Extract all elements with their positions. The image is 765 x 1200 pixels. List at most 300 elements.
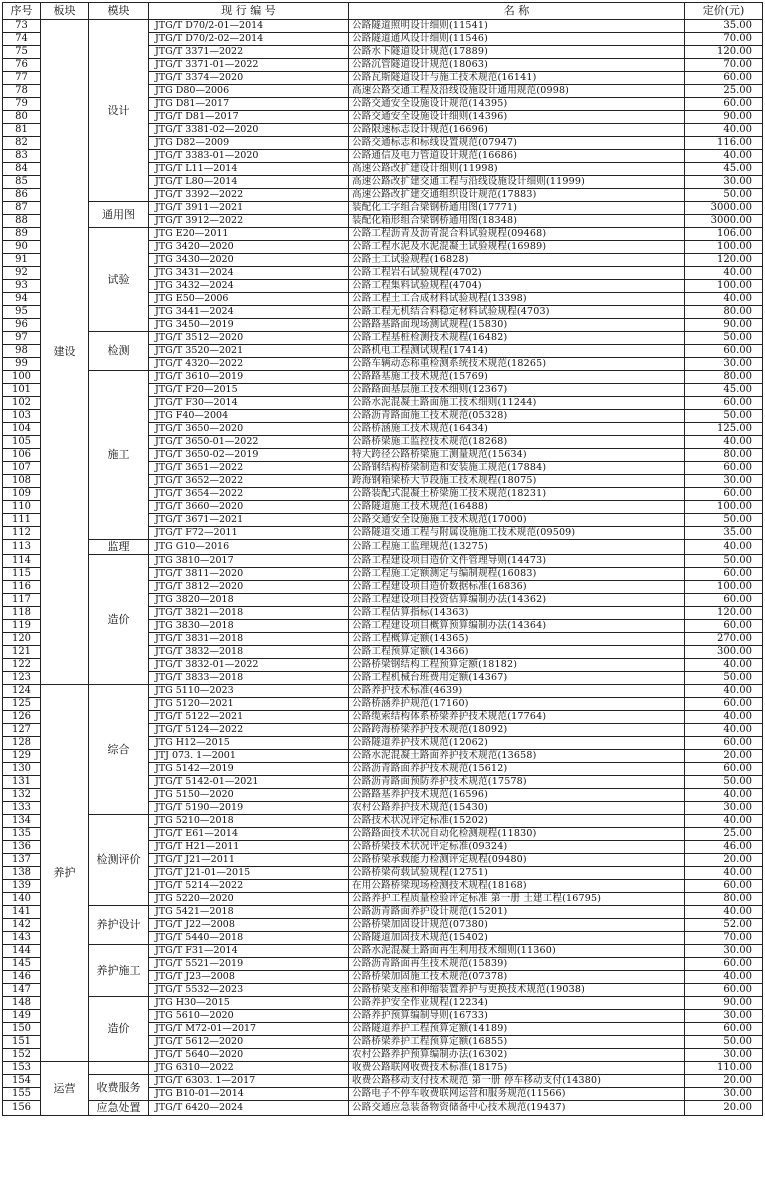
module-label: 试验 xyxy=(89,228,149,332)
standard-name: 公路工程岩石试验规程(4702) xyxy=(349,267,685,280)
standard-price: 60.00 xyxy=(685,958,763,971)
standard-name: 公路桥梁加固施工技术规范(07378) xyxy=(349,971,685,984)
standard-code: JTG/T J21—2011 xyxy=(149,854,349,867)
row-index: 107 xyxy=(3,462,41,475)
standard-code: JTG 5210—2018 xyxy=(149,815,349,828)
standard-name: 公路钢结构桥梁制造和安装施工规范(17884) xyxy=(349,462,685,475)
row-index: 76 xyxy=(3,59,41,72)
standard-code: JTG/T 3833—2018 xyxy=(149,672,349,685)
standard-code: JTG 3430—2020 xyxy=(149,254,349,267)
standard-name: 公路工程施工定额测定与编制规程(16083) xyxy=(349,568,685,581)
row-index: 137 xyxy=(3,854,41,867)
standard-code: JTG/T 3371-01—2022 xyxy=(149,59,349,72)
row-index: 108 xyxy=(3,475,41,488)
module-label: 检测评价 xyxy=(89,815,149,906)
standard-name: 公路工程建设项目概算预算编制办法(14364) xyxy=(349,620,685,633)
standard-code: JTG/T D70/2-01—2014 xyxy=(149,20,349,33)
standard-price: 120.00 xyxy=(685,607,763,620)
standard-code: JTG 5220—2020 xyxy=(149,893,349,906)
standard-code: JTG 5150—2020 xyxy=(149,789,349,802)
standard-code: JTG/T 5440—2018 xyxy=(149,932,349,945)
row-index: 102 xyxy=(3,397,41,410)
standard-name: 装配化箱形组合梁钢桥通用图(18348) xyxy=(349,215,685,228)
standard-name: 公路工程建设项目造价数据标准(16836) xyxy=(349,581,685,594)
row-index: 143 xyxy=(3,932,41,945)
row-index: 156 xyxy=(3,1101,41,1116)
standard-price: 50.00 xyxy=(685,514,763,527)
standard-name: 公路技术状况评定标准(15202) xyxy=(349,815,685,828)
standard-price: 125.00 xyxy=(685,423,763,436)
standard-code: JTG 3420—2020 xyxy=(149,241,349,254)
standard-name: 特大跨径公路桥梁施工测量规范(15634) xyxy=(349,449,685,462)
row-index: 138 xyxy=(3,867,41,880)
standard-name: 公路桥涵施工技术规范(16434) xyxy=(349,423,685,436)
standard-price: 50.00 xyxy=(685,672,763,685)
standard-name: 公路工程预算定额(14366) xyxy=(349,646,685,659)
standard-code: JTG/T 3911—2021 xyxy=(149,202,349,215)
row-index: 105 xyxy=(3,436,41,449)
standard-price: 60.00 xyxy=(685,568,763,581)
table-row xyxy=(3,540,763,555)
standard-price: 50.00 xyxy=(685,555,763,568)
standard-code: JTG/T J21-01—2015 xyxy=(149,867,349,880)
table-row xyxy=(3,1062,763,1075)
standard-name: 公路工程建设项目投资估算编制办法(14362) xyxy=(349,594,685,607)
standard-price: 40.00 xyxy=(685,124,763,137)
module-label: 造价 xyxy=(89,555,149,685)
standard-name: 公路工程沥青及沥青混合料试验规程(09468) xyxy=(349,228,685,241)
row-index: 81 xyxy=(3,124,41,137)
standard-name: 公路装配式混凝土桥梁施工技术规范(18231) xyxy=(349,488,685,501)
standard-price: 30.00 xyxy=(685,1010,763,1023)
standard-name: 公路路基施工技术规范(15769) xyxy=(349,371,685,384)
row-index: 131 xyxy=(3,776,41,789)
standard-code: JTG/T F30—2014 xyxy=(149,397,349,410)
standard-price: 90.00 xyxy=(685,319,763,332)
row-index: 139 xyxy=(3,880,41,893)
standard-code: JTG/T D81—2017 xyxy=(149,111,349,124)
row-index: 116 xyxy=(3,581,41,594)
row-index: 74 xyxy=(3,33,41,46)
standard-code: JTG 3820—2018 xyxy=(149,594,349,607)
standard-code: JTG/T 3654—2022 xyxy=(149,488,349,501)
standard-price: 40.00 xyxy=(685,906,763,919)
standard-price: 40.00 xyxy=(685,724,763,737)
standard-price: 30.00 xyxy=(685,1088,763,1101)
standard-name: 公路缆索结构体系桥梁养护技术规范(17764) xyxy=(349,711,685,724)
standard-code: JTG/T F31—2014 xyxy=(149,945,349,958)
row-index: 73 xyxy=(3,20,41,33)
standard-price: 3000.00 xyxy=(685,215,763,228)
standard-name: 公路工程施工监理规范(13275) xyxy=(349,540,685,555)
standard-price: 40.00 xyxy=(685,711,763,724)
standard-price: 30.00 xyxy=(685,358,763,371)
standard-price: 50.00 xyxy=(685,189,763,202)
standard-price: 70.00 xyxy=(685,59,763,72)
standard-price: 90.00 xyxy=(685,111,763,124)
standard-name: 公路交通标志和标线设置规范(07947) xyxy=(349,137,685,150)
row-index: 145 xyxy=(3,958,41,971)
row-index: 97 xyxy=(3,332,41,345)
row-index: 101 xyxy=(3,384,41,397)
standard-code: JTG 5421—2018 xyxy=(149,906,349,919)
standard-name: 公路沥青路面再生技术规范(15839) xyxy=(349,958,685,971)
standard-name: 公路隧道养护技术规范(12062) xyxy=(349,737,685,750)
standard-price: 70.00 xyxy=(685,33,763,46)
row-index: 127 xyxy=(3,724,41,737)
standard-name: 公路通信及电力管道设计规范(16686) xyxy=(349,150,685,163)
standard-name: 公路桥梁承载能力检测评定规程(09480) xyxy=(349,854,685,867)
standard-price: 30.00 xyxy=(685,802,763,815)
row-index: 146 xyxy=(3,971,41,984)
standard-name: 公路桥梁钢结构工程预算定额(18182) xyxy=(349,659,685,672)
row-index: 153 xyxy=(3,1062,41,1075)
row-index: 110 xyxy=(3,501,41,514)
standard-name: 高速公路交通工程及沿线设施设计通用规范(0998) xyxy=(349,85,685,98)
standard-code: JTG/T 3832—2018 xyxy=(149,646,349,659)
standard-code: JTG H12—2015 xyxy=(149,737,349,750)
header-index: 序号 xyxy=(3,3,41,20)
standard-code: JTG 3830—2018 xyxy=(149,620,349,633)
row-index: 85 xyxy=(3,176,41,189)
standard-price: 25.00 xyxy=(685,85,763,98)
standard-code: JTG 3431—2024 xyxy=(149,267,349,280)
standard-code: JTG/T 3383-01—2020 xyxy=(149,150,349,163)
standard-code: JTG/T F20—2015 xyxy=(149,384,349,397)
standard-price: 60.00 xyxy=(685,620,763,633)
standard-price: 40.00 xyxy=(685,971,763,984)
row-index: 98 xyxy=(3,345,41,358)
standard-name: 公路交通应急装备物资储备中心技术规范(19437) xyxy=(349,1101,685,1116)
row-index: 88 xyxy=(3,215,41,228)
standard-name: 公路桥梁荷载试验规程(12751) xyxy=(349,867,685,880)
standard-name: 高速公路改扩建设计细则(11998) xyxy=(349,163,685,176)
standard-name: 公路工程建设项目造价文件管理导则(14473) xyxy=(349,555,685,568)
standard-price: 116.00 xyxy=(685,137,763,150)
standard-code: JTG/T E61—2014 xyxy=(149,828,349,841)
module-label: 施工 xyxy=(89,371,149,540)
standard-price: 20.00 xyxy=(685,854,763,867)
section-label: 建设 xyxy=(41,20,89,685)
standard-code: JTG/T 3671—2021 xyxy=(149,514,349,527)
standard-price: 60.00 xyxy=(685,594,763,607)
table-row xyxy=(3,945,763,958)
standard-name: 公路隧道照明设计细则(11541) xyxy=(349,20,685,33)
standard-code: JTG B10-01—2014 xyxy=(149,1088,349,1101)
standard-code: JTG 5110—2023 xyxy=(149,685,349,698)
standard-name: 公路路面基层施工技术细则(12367) xyxy=(349,384,685,397)
header-price: 定价(元) xyxy=(685,3,763,20)
standard-code: JTG/T 3831—2018 xyxy=(149,633,349,646)
row-index: 120 xyxy=(3,633,41,646)
standard-price: 60.00 xyxy=(685,462,763,475)
table-header-row xyxy=(3,3,763,20)
standard-price: 50.00 xyxy=(685,410,763,423)
row-index: 95 xyxy=(3,306,41,319)
standard-price: 60.00 xyxy=(685,345,763,358)
standard-code: JTG/T 3374—2020 xyxy=(149,72,349,85)
standard-price: 20.00 xyxy=(685,1075,763,1088)
module-label: 综合 xyxy=(89,685,149,815)
standard-price: 50.00 xyxy=(685,332,763,345)
standard-price: 60.00 xyxy=(685,397,763,410)
standard-price: 30.00 xyxy=(685,1049,763,1062)
standard-price: 300.00 xyxy=(685,646,763,659)
row-index: 112 xyxy=(3,527,41,540)
standards-price-table xyxy=(2,2,763,1116)
row-index: 84 xyxy=(3,163,41,176)
standard-code: JTG/T 5521—2019 xyxy=(149,958,349,971)
standard-name: 公路沥青路面预防养护技术规范(17578) xyxy=(349,776,685,789)
row-index: 136 xyxy=(3,841,41,854)
standard-name: 跨海钢箱梁桥大节段施工技术规程(18075) xyxy=(349,475,685,488)
standard-code: JTG/T J22—2008 xyxy=(149,919,349,932)
row-index: 129 xyxy=(3,750,41,763)
row-index: 106 xyxy=(3,449,41,462)
standard-price: 20.00 xyxy=(685,750,763,763)
standard-price: 80.00 xyxy=(685,893,763,906)
standard-price: 70.00 xyxy=(685,932,763,945)
standard-code: JTG/T 3371—2022 xyxy=(149,46,349,59)
standard-name: 公路路基路面现场测试规程(15830) xyxy=(349,319,685,332)
standard-name: 公路养护安全作业规程(12234) xyxy=(349,997,685,1010)
standard-code: JTG/T M72-01—2017 xyxy=(149,1023,349,1036)
standard-price: 45.00 xyxy=(685,384,763,397)
standard-name: 装配化工字组合梁钢桥通用图(17771) xyxy=(349,202,685,215)
header-code: 现 行 编 号 xyxy=(149,3,349,20)
row-index: 154 xyxy=(3,1075,41,1088)
standard-code: JTG/T 3650-02—2019 xyxy=(149,449,349,462)
standard-price: 90.00 xyxy=(685,997,763,1010)
standard-price: 45.00 xyxy=(685,163,763,176)
row-index: 147 xyxy=(3,984,41,997)
table-body xyxy=(3,20,763,1116)
standard-price: 52.00 xyxy=(685,919,763,932)
standard-name: 公路水泥混凝土路面养护技术规范(13658) xyxy=(349,750,685,763)
standard-name: 公路工程机械台班费用定额(14367) xyxy=(349,672,685,685)
row-index: 96 xyxy=(3,319,41,332)
table-row xyxy=(3,1101,763,1116)
row-index: 92 xyxy=(3,267,41,280)
row-index: 128 xyxy=(3,737,41,750)
standard-price: 100.00 xyxy=(685,581,763,594)
standard-name: 公路隧道加固技术规范(15402) xyxy=(349,932,685,945)
standard-price: 60.00 xyxy=(685,98,763,111)
standard-price: 40.00 xyxy=(685,540,763,555)
standard-code: JTG/T 3651—2022 xyxy=(149,462,349,475)
standard-name: 公路工程土工合成材料试验规程(13398) xyxy=(349,293,685,306)
standard-name: 公路隧道交通工程与附属设施施工技术规范(09509) xyxy=(349,527,685,540)
standard-code: JTG/T 3812—2020 xyxy=(149,581,349,594)
table-row xyxy=(3,228,763,241)
standard-name: 公路路面技术状况自动化检测规程(11830) xyxy=(349,828,685,841)
standard-name: 公路工程估算指标(14363) xyxy=(349,607,685,620)
standard-code: JTG/T 4320—2022 xyxy=(149,358,349,371)
table-row xyxy=(3,1075,763,1088)
standard-price: 40.00 xyxy=(685,436,763,449)
table-row xyxy=(3,997,763,1010)
standard-price: 30.00 xyxy=(685,176,763,189)
row-index: 148 xyxy=(3,997,41,1010)
header-name: 名 称 xyxy=(349,3,685,20)
standard-name: 公路电子不停车收费联网运营和服务规范(11566) xyxy=(349,1088,685,1101)
standard-code: JTG/T 3512—2020 xyxy=(149,332,349,345)
standard-price: 40.00 xyxy=(685,150,763,163)
standard-name: 公路瓦斯隧道设计与施工技术规范(16141) xyxy=(349,72,685,85)
standard-price: 50.00 xyxy=(685,776,763,789)
standard-name: 公路工程集料试验规程(4704) xyxy=(349,280,685,293)
standard-name: 公路桥梁支座和伸缩装置养护与更换技术规范(19038) xyxy=(349,984,685,997)
standard-code: JTG/T 3381-02—2020 xyxy=(149,124,349,137)
row-index: 75 xyxy=(3,46,41,59)
standard-code: JTG/T 5214—2022 xyxy=(149,880,349,893)
standard-code: JTG/T 3811—2020 xyxy=(149,568,349,581)
standard-code: JTG/T 5124—2022 xyxy=(149,724,349,737)
module-label xyxy=(89,1062,149,1075)
standard-name: 在用公路桥梁现场检测技术规程(18168) xyxy=(349,880,685,893)
row-index: 133 xyxy=(3,802,41,815)
standard-code: JTG E20—2011 xyxy=(149,228,349,241)
row-index: 103 xyxy=(3,410,41,423)
row-index: 142 xyxy=(3,919,41,932)
module-label: 设计 xyxy=(89,20,149,202)
standard-name: 公路机电工程测试规程(17414) xyxy=(349,345,685,358)
standard-name: 公路沥青路面养护设计规范(15201) xyxy=(349,906,685,919)
standard-code: JTG G10—2016 xyxy=(149,540,349,555)
standard-code: JTG 3441—2024 xyxy=(149,306,349,319)
row-index: 78 xyxy=(3,85,41,98)
standard-price: 100.00 xyxy=(685,501,763,514)
row-index: 82 xyxy=(3,137,41,150)
standard-code: JTG/T 3650—2020 xyxy=(149,423,349,436)
module-label: 收费服务 xyxy=(89,1075,149,1101)
row-index: 135 xyxy=(3,828,41,841)
standard-code: JTJ 073. 1—2001 xyxy=(149,750,349,763)
row-index: 124 xyxy=(3,685,41,698)
standard-name: 高速公路改扩建交通工程与沿线设施设计细则(11999) xyxy=(349,176,685,189)
standard-name: 公路隧道养护工程预算定额(14189) xyxy=(349,1023,685,1036)
row-index: 79 xyxy=(3,98,41,111)
standard-price: 25.00 xyxy=(685,828,763,841)
standard-price: 40.00 xyxy=(685,867,763,880)
row-index: 130 xyxy=(3,763,41,776)
standard-price: 120.00 xyxy=(685,254,763,267)
row-index: 90 xyxy=(3,241,41,254)
standard-code: JTG/T J23—2008 xyxy=(149,971,349,984)
standard-name: 公路水泥混凝土路面再生利用技术细则(11360) xyxy=(349,945,685,958)
row-index: 86 xyxy=(3,189,41,202)
row-index: 114 xyxy=(3,555,41,568)
standard-name: 高速公路改扩建交通组织设计规范(17883) xyxy=(349,189,685,202)
standard-code: JTG/T 5640—2020 xyxy=(149,1049,349,1062)
standard-price: 60.00 xyxy=(685,737,763,750)
table-row xyxy=(3,202,763,215)
standard-code: JTG/T 5122—2021 xyxy=(149,711,349,724)
standard-price: 30.00 xyxy=(685,945,763,958)
standard-name: 公路土工试验规程(16828) xyxy=(349,254,685,267)
row-index: 87 xyxy=(3,202,41,215)
standard-name: 公路工程水泥及水泥混凝土试验规程(16989) xyxy=(349,241,685,254)
standard-code: JTG 3450—2019 xyxy=(149,319,349,332)
row-index: 140 xyxy=(3,893,41,906)
standard-code: JTG H30—2015 xyxy=(149,997,349,1010)
standard-name: 公路交通安全设施设计规范(14395) xyxy=(349,98,685,111)
standard-price: 40.00 xyxy=(685,659,763,672)
section-label: 运营 xyxy=(41,1062,89,1116)
header-module: 模块 xyxy=(89,3,149,20)
row-index: 141 xyxy=(3,906,41,919)
standard-name: 公路车辆动态称重检测系统技术规范(18265) xyxy=(349,358,685,371)
row-index: 94 xyxy=(3,293,41,306)
standard-price: 30.00 xyxy=(685,475,763,488)
standard-name: 公路养护预算编制导则(16733) xyxy=(349,1010,685,1023)
standard-code: JTG/T L11—2014 xyxy=(149,163,349,176)
standard-name: 公路沥青路面养护技术规范(15612) xyxy=(349,763,685,776)
module-label: 养护施工 xyxy=(89,945,149,997)
standard-code: JTG/T H21—2011 xyxy=(149,841,349,854)
row-index: 155 xyxy=(3,1088,41,1101)
row-index: 100 xyxy=(3,371,41,384)
standard-price: 20.00 xyxy=(685,1101,763,1116)
standard-name: 公路桥梁技术状况评定标准(09324) xyxy=(349,841,685,854)
row-index: 126 xyxy=(3,711,41,724)
standard-price: 40.00 xyxy=(685,815,763,828)
row-index: 122 xyxy=(3,659,41,672)
row-index: 109 xyxy=(3,488,41,501)
standard-price: 60.00 xyxy=(685,763,763,776)
row-index: 117 xyxy=(3,594,41,607)
module-label: 检测 xyxy=(89,332,149,371)
row-index: 121 xyxy=(3,646,41,659)
standard-code: JTG/T 5612—2020 xyxy=(149,1036,349,1049)
row-index: 119 xyxy=(3,620,41,633)
standard-name: 公路水下隧道设计规范(17889) xyxy=(349,46,685,59)
row-index: 152 xyxy=(3,1049,41,1062)
row-index: 150 xyxy=(3,1023,41,1036)
standard-code: JTG D81—2017 xyxy=(149,98,349,111)
table-row xyxy=(3,685,763,698)
standard-name: 公路隧道通风设计细则(11546) xyxy=(349,33,685,46)
standard-name: 公路养护技术标准(4639) xyxy=(349,685,685,698)
standard-name: 公路沥青路面施工技术规范(05328) xyxy=(349,410,685,423)
standard-price: 270.00 xyxy=(685,633,763,646)
standard-name: 公路工程无机结合料稳定材料试验规程(4703) xyxy=(349,306,685,319)
standard-name: 公路交通安全设施设计细则(14396) xyxy=(349,111,685,124)
standard-price: 60.00 xyxy=(685,1023,763,1036)
standard-name: 公路隧道施工技术规范(16488) xyxy=(349,501,685,514)
module-label: 养护设计 xyxy=(89,906,149,945)
standard-code: JTG/T 5190—2019 xyxy=(149,802,349,815)
standard-code: JTG/T 3832-01—2022 xyxy=(149,659,349,672)
standard-code: JTG/T 6420—2024 xyxy=(149,1101,349,1116)
standard-price: 40.00 xyxy=(685,789,763,802)
standard-code: JTG 5120—2021 xyxy=(149,698,349,711)
standard-price: 80.00 xyxy=(685,371,763,384)
table-row xyxy=(3,20,763,33)
standard-code: JTG F40—2004 xyxy=(149,410,349,423)
table-row xyxy=(3,815,763,828)
standard-name: 公路沉管隧道设计规范(18063) xyxy=(349,59,685,72)
row-index: 89 xyxy=(3,228,41,241)
standard-code: JTG/T 5532—2023 xyxy=(149,984,349,997)
row-index: 149 xyxy=(3,1010,41,1023)
header-section: 板块 xyxy=(41,3,89,20)
standard-code: JTG/T D70/2-02—2014 xyxy=(149,33,349,46)
module-label: 应急处置 xyxy=(89,1101,149,1116)
module-label: 通用图 xyxy=(89,202,149,228)
standard-price: 80.00 xyxy=(685,306,763,319)
standard-name: 公路限速标志设计规范(16696) xyxy=(349,124,685,137)
